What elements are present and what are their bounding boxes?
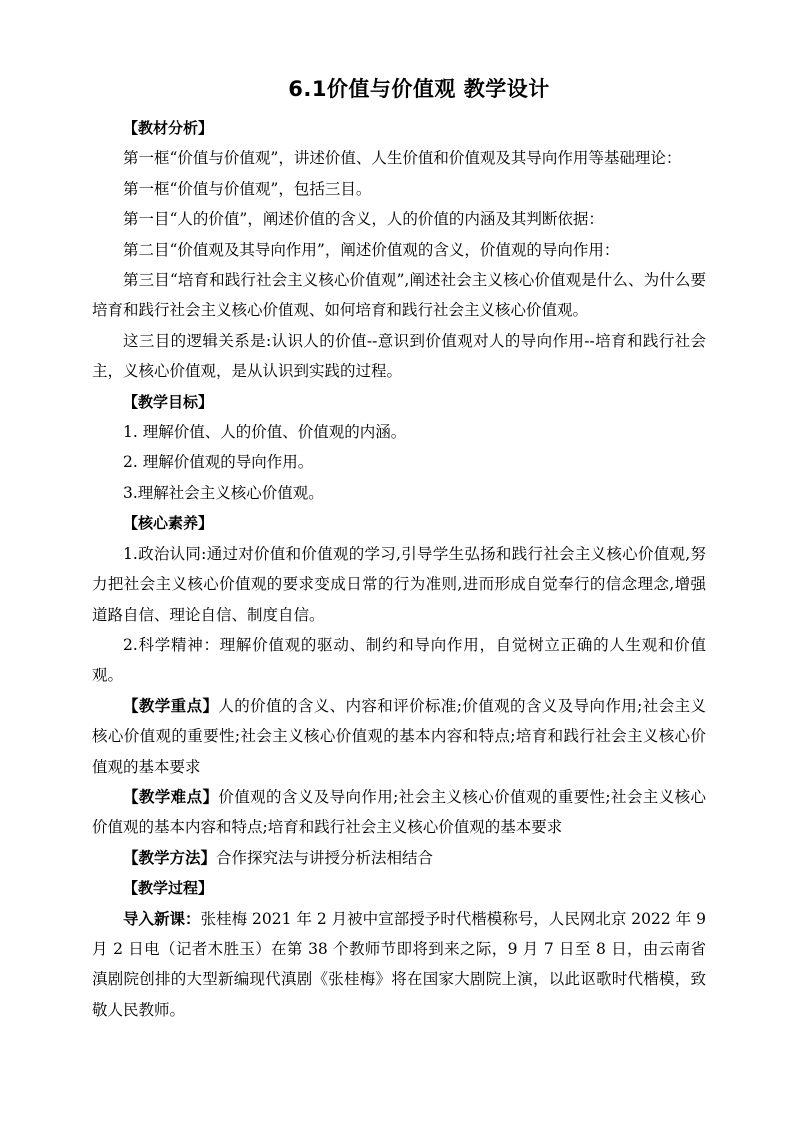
analysis-paragraph: 第一框“价值与价值观”，包括三目。 <box>123 179 372 198</box>
goals-heading: 【教学目标】 <box>123 392 214 411</box>
analysis-paragraph: 第一框“价值与价值观”，讲述价值、人生价值和价值观及其导向作用等基础理论： <box>123 149 682 168</box>
key-points-heading: 【教学重点】 <box>123 696 219 715</box>
literacy-paragraph: 2.科学精神：理解价值观的驱动、制约和导向作用，自觉树立正确的人生观和价值观。 <box>92 635 706 685</box>
analysis-paragraph: 第二目“价值观及其导向作用”，阐述价值观的含义，价值观的导向作用： <box>123 240 620 259</box>
key-points-text: 人的价值的含义、内容和评价标准;价值观的含义及导向作用;社会主义核心价值观的重要性;社会主义核心价值观的基本内容和特点;培育和践行社会主义核心价值观的基本要求 <box>92 696 706 776</box>
difficulties-text: 价值观的含义及导向作用;社会主义核心价值观的重要性;社会主义核心价值观的基本内容和特点;培育和践行社会主义核心价值观的基本要求 <box>92 787 706 837</box>
process-intro-paragraph <box>92 904 706 1026</box>
literacy-paragraph: 1.政治认同:通过对价值和价值观的学习,引导学生弘扬和践行社会主义核心价值观,努力把社会主义核心价值观的要求变成日常的行为准则,进而形成自觉奉行的信念理念,增强道路自信、理论自信、制度自信。 <box>92 544 706 624</box>
goal-item: 3.理解社会主义核心价值观。 <box>123 483 324 502</box>
process-intro-text: 张桂梅 2021 年 2 月被中宣部授予时代楷模称号，人民网北京 2022 年 9 月 2 日电（记者木胜玉）在第 38 个教师节即将到来之际，9 月 7 日至 8 日，由云南省滇剧院创排的大型新编现代滇剧《张桂梅》将在国家大剧院上演，以此讴歌时代楷模，致敬人民教师。 <box>92 909 706 1019</box>
analysis-paragraph: 第三目“培育和践行社会主义核心价值观”,阐述社会主义核心价值观是什么、为什么要培育和践行社会主义核心价值观、如何培育和践行社会主义核心价值观。 <box>92 271 706 320</box>
analysis-paragraph: 这三目的逻辑关系是:认识人的价值--意识到价值观对人的导向作用--培育和践行社会主，义核心价值观，是从认识到实践的过程。 <box>92 331 706 381</box>
difficulties-heading: 【教学难点】 <box>123 787 219 806</box>
methods-heading: 【教学方法】 <box>123 848 217 867</box>
process-intro-label: 导入新课： <box>123 909 201 928</box>
methods-paragraph <box>92 843 706 873</box>
process-heading: 【教学过程】 <box>123 879 214 898</box>
difficulties-paragraph <box>92 782 706 843</box>
analysis-heading: 【教材分析】 <box>123 119 214 137</box>
goal-item: 2. 理解价值观的导向作用。 <box>123 453 314 472</box>
methods-text: 合作探究法与讲授分析法相结合 <box>216 848 434 867</box>
goal-item: 1. 理解价值、人的价值、价值观的内涵。 <box>123 423 407 442</box>
document-body <box>92 113 706 1025</box>
document-title: 6.1价值与价值观 教学设计 <box>288 77 550 101</box>
analysis-paragraph: 第一目“人的价值”，阐述价值的含义，人的价值的内涵及其判断依据： <box>123 210 604 229</box>
key-points-paragraph <box>92 691 706 782</box>
literacy-heading: 【核心素养】 <box>123 514 214 533</box>
